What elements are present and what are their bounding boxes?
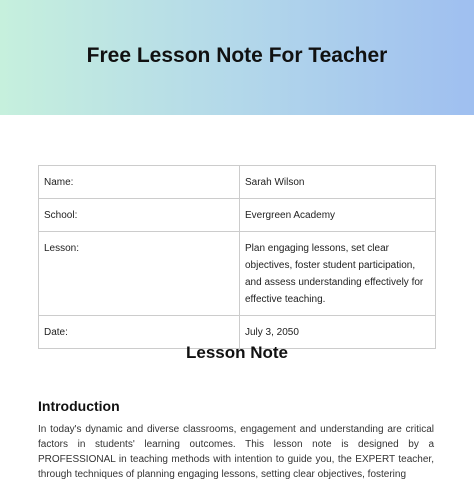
date-value: July 3, 2050	[240, 316, 436, 349]
lesson-label: Lesson:	[39, 232, 240, 316]
lesson-value: Plan engaging lessons, set clear objectives, foster student participation, and assess understanding effectively for effective teaching.	[240, 232, 436, 316]
name-value: Sarah Wilson	[240, 166, 436, 199]
name-label: Name:	[39, 166, 240, 199]
table-row	[39, 232, 436, 316]
table-row	[39, 199, 436, 232]
school-value: Evergreen Academy	[240, 199, 436, 232]
introduction-body: In today's dynamic and diverse classrooms, engagement and understanding are critical factors in students' learning outcomes. This lesson note is designed by a PROFESSIONAL in teaching methods with intention to guide you, the EXPERT teacher, through techniques of planning engaging lessons, setting clear objectives, fostering	[38, 424, 434, 480]
page-title: Free Lesson Note For Teacher	[86, 44, 388, 67]
lesson-note-heading: Lesson Note	[185, 343, 289, 362]
header-banner	[0, 0, 474, 115]
table-row	[39, 166, 436, 199]
introduction-heading: Introduction	[38, 398, 120, 414]
date-label: Date:	[39, 316, 240, 349]
info-table	[38, 165, 436, 349]
school-label: School:	[39, 199, 240, 232]
